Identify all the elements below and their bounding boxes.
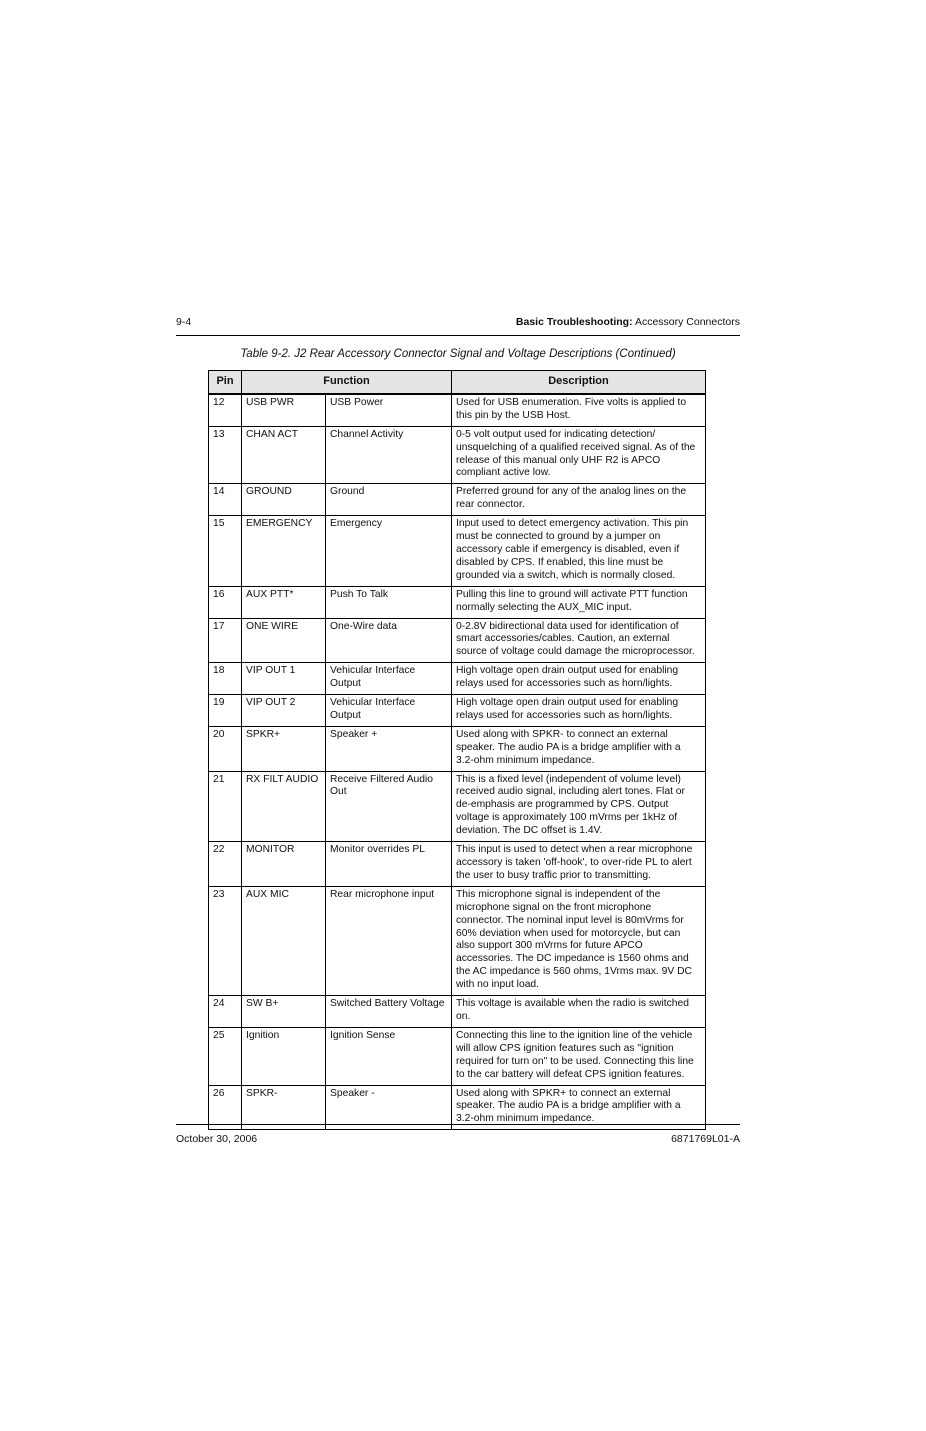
cell-function: Rear microphone input <box>326 886 452 995</box>
cell-description: Pulling this line to ground will activate PTT function normally selecting the AUX_MIC input. <box>452 586 706 618</box>
cell-function: Switched Battery Voltage <box>326 996 452 1028</box>
cell-signal-name: Ignition <box>242 1027 326 1085</box>
cell-signal-name: VIP OUT 1 <box>242 663 326 695</box>
cell-description: Input used to detect emergency activation. This pin must be connected to ground by a jumper on accessory cable if emergency is disabled, even if disabled by CPS. If enabled, this line must be grounded via a switch, which is normally closed. <box>452 516 706 587</box>
column-header-description: Description <box>452 371 706 394</box>
section-title-rest: Accessory Connectors <box>632 316 740 328</box>
cell-function: Ground <box>326 484 452 516</box>
page-header <box>176 316 740 330</box>
cell-pin: 21 <box>209 771 242 842</box>
cell-description: This voltage is available when the radio is switched on. <box>452 996 706 1028</box>
header-rule <box>176 335 740 336</box>
cell-pin: 22 <box>209 842 242 887</box>
cell-pin: 12 <box>209 394 242 426</box>
cell-function: Vehicular Interface Output <box>326 663 452 695</box>
cell-function: Emergency <box>326 516 452 587</box>
cell-description: Used along with SPKR+ to connect an external speaker. The audio PA is a bridge amplifier with a 3.2-ohm minimum impedance. <box>452 1085 706 1130</box>
footer-date: October 30, 2006 <box>176 1133 258 1145</box>
section-title <box>516 316 740 328</box>
table-row <box>209 1085 706 1130</box>
cell-signal-name: SPKR- <box>242 1085 326 1130</box>
column-header-function: Function <box>242 371 452 394</box>
cell-function: USB Power <box>326 394 452 426</box>
table-row <box>209 484 706 516</box>
cell-description: This microphone signal is independent of the microphone signal on the front microphone connector. The nominal input level is 80mVrms for 60% deviation when used for motorcycle, but can also support 300 mVrms for future APCO accessories. The DC impedance is 1560 ohms and the AC impedance is 560 ohms, 1Vrms max. 9V DC with no input load. <box>452 886 706 995</box>
cell-signal-name: RX FILT AUDIO <box>242 771 326 842</box>
cell-description: 0-5 volt output used for indicating detection/ unsquelching of a qualified received signal. As of the release of this manual only UHF R2 is APCO compliant active low. <box>452 426 706 484</box>
cell-function: Push To Talk <box>326 586 452 618</box>
page-number: 9-4 <box>176 316 192 328</box>
cell-signal-name: USB PWR <box>242 394 326 426</box>
cell-signal-name: AUX PTT* <box>242 586 326 618</box>
cell-description: High voltage open drain output used for enabling relays used for accessories such as horn/lights. <box>452 663 706 695</box>
cell-description: Used for USB enumeration. Five volts is applied to this pin by the USB Host. <box>452 394 706 426</box>
cell-signal-name: VIP OUT 2 <box>242 695 326 727</box>
cell-pin: 16 <box>209 586 242 618</box>
table-row <box>209 886 706 995</box>
cell-description: High voltage open drain output used for enabling relays used for accessories such as horn/lights. <box>452 695 706 727</box>
cell-description: This input is used to detect when a rear microphone accessory is taken 'off-hook', to over-ride PL to alert the user to busy traffic prior to transmitting. <box>452 842 706 887</box>
footer-rule <box>176 1124 740 1125</box>
table-row <box>209 1027 706 1085</box>
cell-description: This is a fixed level (independent of volume level) received audio signal, including alert tones. Flat or de-emphasis are programmed by CPS. Output voltage is approximately 100 mVrms per 1kHz of deviation. The DC offset is 1.4V. <box>452 771 706 842</box>
cell-description: Preferred ground for any of the analog lines on the rear connector. <box>452 484 706 516</box>
cell-signal-name: MONITOR <box>242 842 326 887</box>
cell-pin: 13 <box>209 426 242 484</box>
cell-function: Channel Activity <box>326 426 452 484</box>
table-row <box>209 771 706 842</box>
cell-pin: 17 <box>209 618 242 663</box>
cell-pin: 18 <box>209 663 242 695</box>
table-row <box>209 996 706 1028</box>
cell-signal-name: CHAN ACT <box>242 426 326 484</box>
cell-function: Monitor overrides PL <box>326 842 452 887</box>
table-row <box>209 426 706 484</box>
table-row <box>209 695 706 727</box>
cell-function: One-Wire data <box>326 618 452 663</box>
cell-pin: 19 <box>209 695 242 727</box>
cell-pin: 24 <box>209 996 242 1028</box>
cell-signal-name: SPKR+ <box>242 726 326 771</box>
table-row <box>209 586 706 618</box>
cell-signal-name: EMERGENCY <box>242 516 326 587</box>
cell-function: Speaker + <box>326 726 452 771</box>
table-row <box>209 842 706 887</box>
footer-doc-number: 6871769L01-A <box>671 1133 740 1145</box>
cell-pin: 23 <box>209 886 242 995</box>
cell-pin: 25 <box>209 1027 242 1085</box>
cell-pin: 20 <box>209 726 242 771</box>
column-header-pin: Pin <box>209 371 242 394</box>
cell-description: 0-2.8V bidirectional data used for identification of smart accessories/cables. Caution, an external source of voltage could damage the microprocessor. <box>452 618 706 663</box>
table-row <box>209 726 706 771</box>
section-title-bold: Basic Troubleshooting: <box>515 316 633 328</box>
cell-pin: 15 <box>209 516 242 587</box>
table-body <box>209 394 706 1130</box>
cell-function: Speaker - <box>326 1085 452 1130</box>
cell-function: Vehicular Interface Output <box>326 695 452 727</box>
table-row <box>209 663 706 695</box>
cell-pin: 14 <box>209 484 242 516</box>
cell-signal-name: ONE WIRE <box>242 618 326 663</box>
table-row <box>209 394 706 426</box>
cell-signal-name: SW B+ <box>242 996 326 1028</box>
cell-signal-name: GROUND <box>242 484 326 516</box>
cell-description: Connecting this line to the ignition line of the vehicle will allow CPS ignition features such as "ignition required for turn on" to be used. Connecting this line to the car battery will defeat CPS ignition features. <box>452 1027 706 1085</box>
table-caption: Table 9-2. J2 Rear Accessory Connector Signal and Voltage Descriptions (Continued) <box>240 348 676 360</box>
table-row <box>209 516 706 587</box>
table-header-row <box>209 371 706 394</box>
cell-description: Used along with SPKR- to connect an external speaker. The audio PA is a bridge amplifier with a 3.2-ohm minimum impedance. <box>452 726 706 771</box>
cell-pin: 26 <box>209 1085 242 1130</box>
cell-signal-name: AUX MIC <box>242 886 326 995</box>
table-row <box>209 618 706 663</box>
cell-function: Ignition Sense <box>326 1027 452 1085</box>
cell-function: Receive Filtered Audio Out <box>326 771 452 842</box>
signal-table <box>208 370 706 1130</box>
